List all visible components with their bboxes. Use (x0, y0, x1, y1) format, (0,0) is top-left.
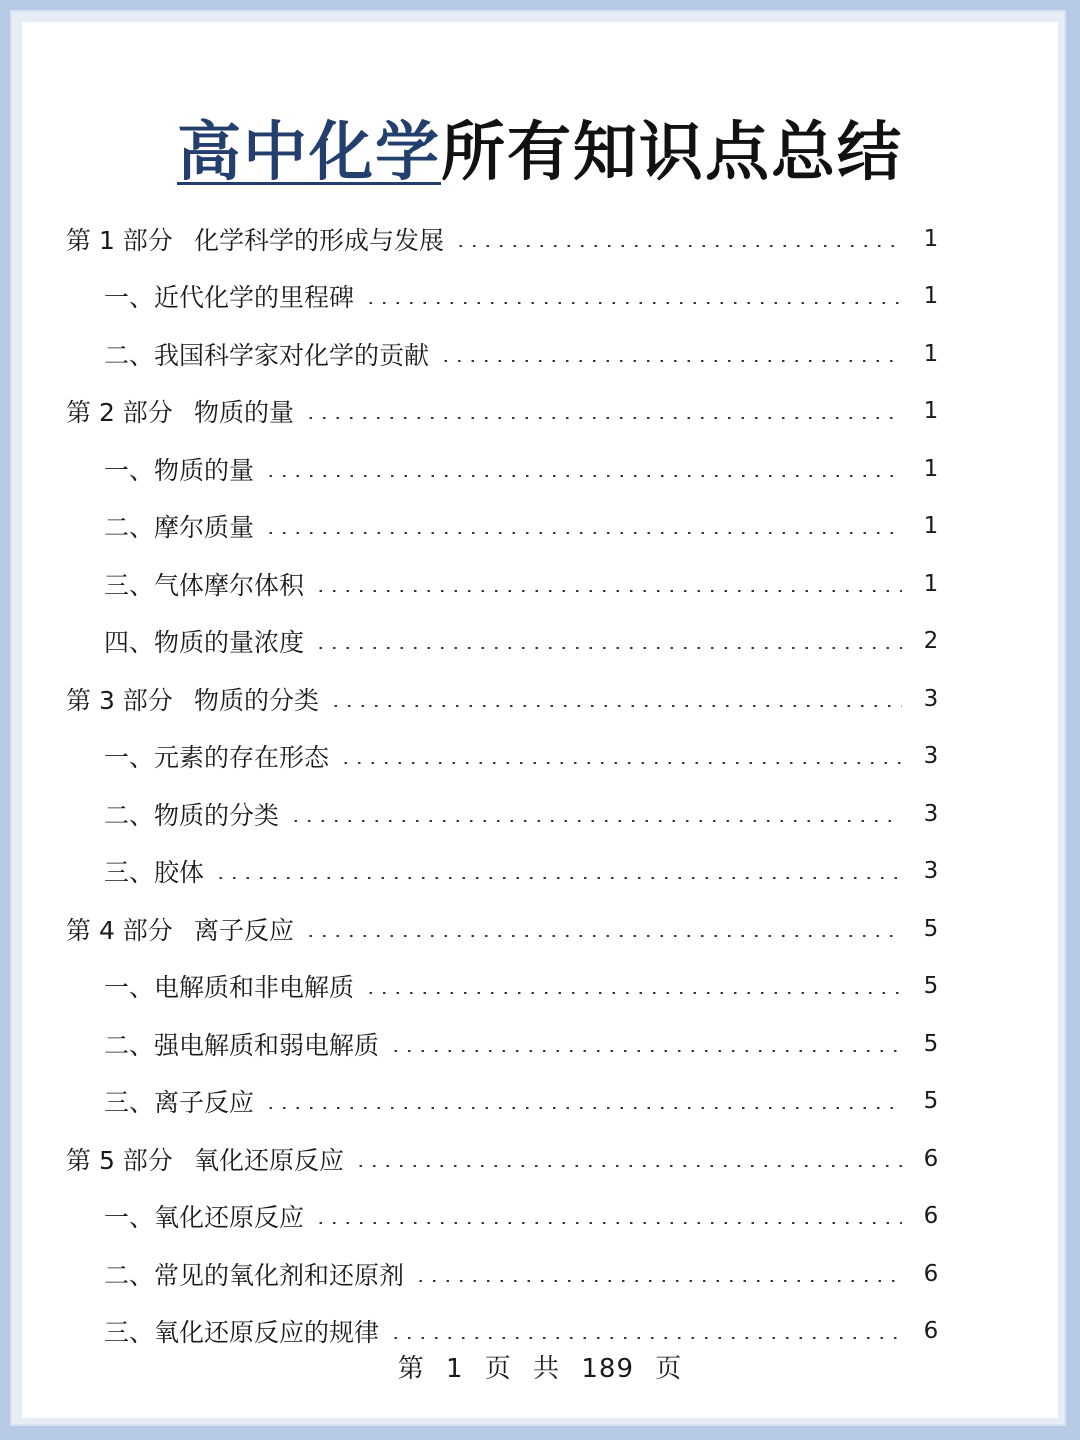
toc-entry-label (104, 1026, 379, 1062)
toc-part-number: 第 1 部分 (66, 225, 173, 255)
toc-entry-text: 一、近代化学的里程碑 (104, 283, 355, 313)
toc-page-number: 6 (923, 1260, 939, 1287)
footer-page-prefix: 第 (397, 1354, 425, 1384)
footer-total-prefix: 共 (533, 1354, 561, 1384)
toc-part-number: 第 4 部分 (66, 915, 173, 945)
toc-entry-label (104, 566, 304, 602)
toc-entry-text: 化学科学的形成与发展 (194, 225, 445, 255)
toc-page-number: 2 (923, 628, 939, 655)
toc-subsection-entry[interactable] (0, 843, 1080, 901)
toc-entry-text: 三、胶体 (104, 858, 205, 888)
toc-subsection-entry[interactable] (0, 613, 1080, 671)
table-of-contents (0, 210, 1080, 1360)
toc-dot-leader (339, 762, 902, 764)
toc-subsection-entry[interactable] (0, 268, 1080, 326)
toc-entry-text: 一、电解质和非电解质 (104, 973, 355, 1003)
toc-subsection-entry[interactable] (0, 785, 1080, 843)
toc-section-entry[interactable] (0, 670, 1080, 728)
footer-total-pages: 189 (581, 1354, 634, 1384)
toc-page-number: 6 (923, 1145, 939, 1172)
toc-dot-leader (364, 992, 902, 994)
toc-dot-leader (314, 1222, 902, 1224)
toc-dot-leader (314, 590, 902, 592)
toc-entry-label (104, 796, 279, 832)
toc-entry-label (66, 393, 294, 429)
toc-page-number: 5 (923, 915, 939, 942)
toc-page-number: 1 (923, 513, 939, 540)
toc-entry-text: 二、常见的氧化剂和还原剂 (104, 1260, 405, 1290)
toc-entry-label (66, 221, 444, 257)
toc-section-entry[interactable] (0, 900, 1080, 958)
toc-entry-text: 物质的分类 (194, 685, 320, 715)
page-footer (0, 1348, 1080, 1385)
toc-subsection-entry[interactable] (0, 325, 1080, 383)
toc-entry-text: 氧化还原反应 (194, 1145, 345, 1175)
toc-entry-label (104, 1313, 379, 1349)
toc-entry-label (104, 1083, 254, 1119)
toc-entry-label (104, 738, 329, 774)
toc-page-number: 5 (923, 1030, 939, 1057)
toc-dot-leader (214, 877, 902, 879)
toc-entry-label (104, 1198, 304, 1234)
toc-section-entry[interactable] (0, 210, 1080, 268)
toc-subsection-entry[interactable] (0, 1015, 1080, 1073)
toc-entry-text: 一、氧化还原反应 (104, 1203, 305, 1233)
toc-dot-leader (329, 705, 902, 707)
toc-subsection-entry[interactable] (0, 555, 1080, 613)
toc-page-number: 3 (923, 858, 939, 885)
toc-dot-leader (264, 1107, 902, 1109)
toc-entry-label (66, 1141, 344, 1177)
toc-part-number: 第 5 部分 (66, 1145, 173, 1175)
toc-dot-leader (354, 1165, 902, 1167)
toc-entry-label (66, 681, 319, 717)
toc-entry-label (104, 968, 354, 1004)
toc-dot-leader (439, 360, 902, 362)
toc-entry-text: 二、物质的分类 (104, 800, 280, 830)
toc-dot-leader (304, 417, 902, 419)
toc-entry-label (104, 853, 204, 889)
toc-subsection-entry[interactable] (0, 1245, 1080, 1303)
toc-page-number: 5 (923, 1088, 939, 1115)
title-rest: 所有知识点总结 (441, 115, 903, 190)
toc-entry-text: 三、离子反应 (104, 1088, 255, 1118)
toc-subsection-entry[interactable] (0, 1073, 1080, 1131)
toc-section-entry[interactable] (0, 1130, 1080, 1188)
toc-entry-text: 三、气体摩尔体积 (104, 570, 305, 600)
toc-page-number: 1 (923, 340, 939, 367)
toc-dot-leader (454, 245, 902, 247)
toc-subsection-entry[interactable] (0, 498, 1080, 556)
toc-dot-leader (364, 302, 902, 304)
toc-dot-leader (314, 647, 902, 649)
toc-dot-leader (389, 1337, 902, 1339)
toc-entry-text: 二、摩尔质量 (104, 513, 255, 543)
footer-total-suffix: 页 (655, 1354, 683, 1384)
footer-current-page: 1 (445, 1354, 464, 1384)
toc-entry-label (104, 451, 254, 487)
toc-part-number: 第 2 部分 (66, 398, 173, 428)
toc-page-number: 1 (923, 570, 939, 597)
toc-subsection-entry[interactable] (0, 440, 1080, 498)
toc-page-number: 3 (923, 800, 939, 827)
title-highlight: 高中化学 (177, 115, 441, 190)
toc-dot-leader (389, 1050, 902, 1052)
toc-page-number: 6 (923, 1318, 939, 1345)
toc-page-number: 1 (923, 225, 939, 252)
toc-subsection-entry[interactable] (0, 728, 1080, 786)
toc-part-number: 第 3 部分 (66, 685, 173, 715)
document-title (0, 113, 1080, 193)
toc-dot-leader (414, 1280, 902, 1282)
toc-entry-text: 一、元素的存在形态 (104, 743, 330, 773)
toc-subsection-entry[interactable] (0, 958, 1080, 1016)
toc-page-number: 3 (923, 743, 939, 770)
toc-entry-text: 物质的量 (194, 398, 295, 428)
toc-entry-text: 四、物质的量浓度 (104, 628, 305, 658)
toc-page-number: 3 (923, 685, 939, 712)
toc-entry-text: 二、强电解质和弱电解质 (104, 1030, 380, 1060)
toc-page-number: 5 (923, 973, 939, 1000)
toc-page-number: 6 (923, 1203, 939, 1230)
toc-page-number: 1 (923, 283, 939, 310)
toc-entry-label (104, 1256, 404, 1292)
toc-page-number: 1 (923, 398, 939, 425)
toc-section-entry[interactable] (0, 383, 1080, 441)
toc-entry-text: 二、我国科学家对化学的贡献 (104, 340, 430, 370)
toc-entry-text: 一、物质的量 (104, 455, 255, 485)
toc-dot-leader (289, 820, 902, 822)
toc-dot-leader (304, 935, 902, 937)
toc-entry-label (104, 336, 429, 372)
toc-dot-leader (264, 475, 902, 477)
toc-subsection-entry[interactable] (0, 1188, 1080, 1246)
toc-entry-text: 离子反应 (194, 915, 295, 945)
toc-page-number: 1 (923, 455, 939, 482)
toc-dot-leader (264, 532, 902, 534)
footer-page-word: 页 (484, 1354, 512, 1384)
toc-entry-label (104, 623, 304, 659)
toc-entry-label (66, 911, 294, 947)
toc-entry-label (104, 278, 354, 314)
toc-entry-text: 三、氧化还原反应的规律 (104, 1318, 380, 1348)
toc-entry-label (104, 508, 254, 544)
